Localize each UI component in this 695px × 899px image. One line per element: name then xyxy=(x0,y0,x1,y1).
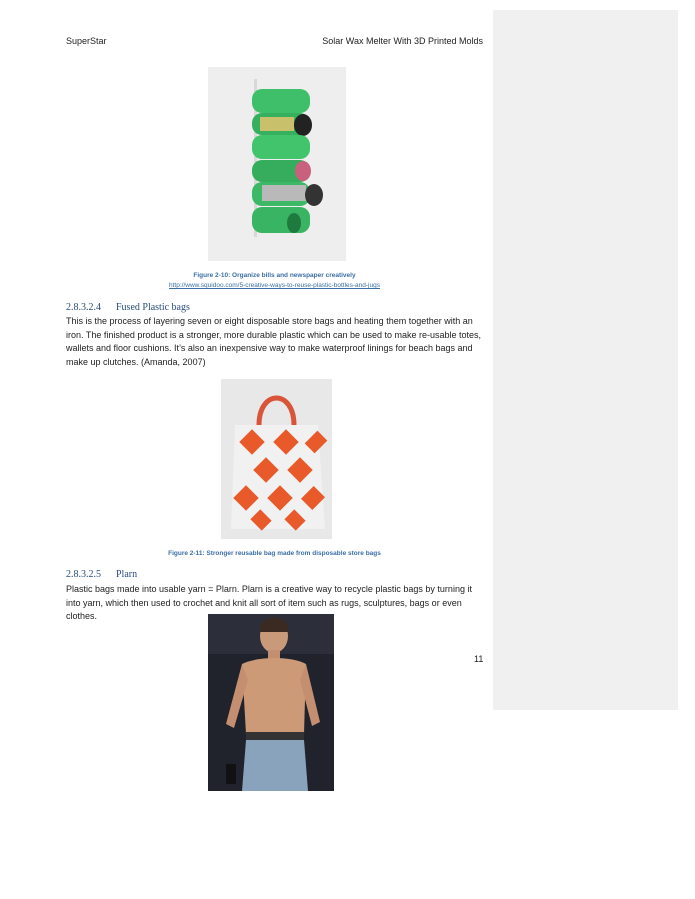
text-line: iron. The finished product is a stronger, more durable plastic which can be used to make re-usable totes, xyxy=(66,329,482,340)
figure-2-10-link[interactable]: http://www.squidoo.com/5-creative-ways-to-reuse-plastic-bottles-and-jugs xyxy=(169,282,380,289)
figure-2-11-caption: Figure 2-11: Stronger reusable bag made from disposable store bags xyxy=(168,550,381,557)
text-line: This is the process of layering seven or eight disposable store bags and heating them together with an xyxy=(66,316,473,326)
paragraph-fused xyxy=(66,315,486,369)
text-line: make up clutches. (Amanda, 2007) xyxy=(66,356,206,367)
text-line: wallets and floor cushions. It’s also an inexpensive way to make waterproof linings for beach bags and xyxy=(66,343,473,354)
section-number: 2.8.3.2.4 xyxy=(66,302,101,313)
section-number: 2.8.3.2.5 xyxy=(66,569,101,580)
figure-bottle-organizer-image xyxy=(208,67,346,261)
header-left: SuperStar xyxy=(66,36,107,46)
figure-2-10-url[interactable] xyxy=(66,282,483,289)
text-line: Plastic bags made into usable yarn = Plarn. Plarn is a creative way to recycle plastic bags by turning it xyxy=(66,584,472,594)
header-right: Solar Wax Melter With 3D Printed Molds xyxy=(322,36,483,46)
section-heading-plarn xyxy=(66,569,137,580)
figure-plarn-model-image xyxy=(208,614,334,791)
figure-2-10-caption: Figure 2-10: Organize bills and newspaper creatively xyxy=(193,272,356,279)
section-title: Plarn xyxy=(116,569,138,580)
text-line: into yarn, which then used to crochet and knit all sort of item such as rugs, sculptures, bags or even xyxy=(66,597,462,608)
section-heading-fused xyxy=(66,302,190,313)
figure-reusable-bag-image xyxy=(221,379,332,539)
text-line: clothes. xyxy=(66,611,98,622)
section-title: Fused Plastic bags xyxy=(116,302,190,313)
comment-sidebar xyxy=(493,10,678,710)
page-number: 11 xyxy=(474,654,484,664)
